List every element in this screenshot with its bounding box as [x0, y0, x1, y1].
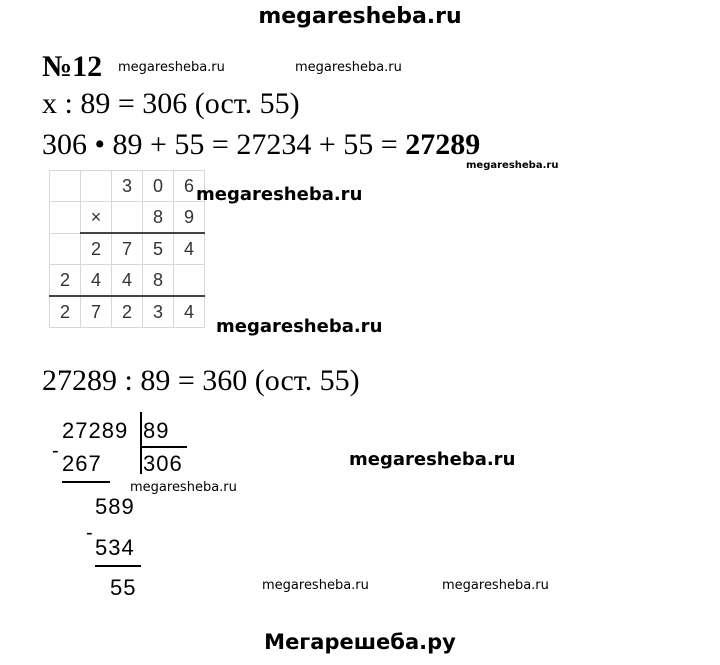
below-grid-watermark: megaresheba.ru: [216, 316, 383, 337]
grid-cell: 4: [81, 265, 112, 297]
equation-line: x : 89 = 306 (ост. 55): [42, 87, 300, 120]
grid-row-2: [50, 202, 205, 234]
division-watermark: megaresheba.ru: [349, 449, 516, 470]
minus-sign-2: -: [86, 522, 94, 544]
grid-cell: 0: [143, 171, 174, 202]
grid-row-3: [50, 233, 205, 265]
grid-cell: [50, 202, 81, 234]
grid-cell: [50, 233, 81, 265]
division-line-2: [95, 565, 141, 567]
grid-cell: 5: [143, 233, 174, 265]
division-subtrahend-2: 534: [95, 535, 135, 560]
inline-watermark-2: megaresheba.ru: [295, 60, 402, 75]
grid-cell: 2: [50, 265, 81, 297]
division-vertical-bar: [140, 412, 142, 474]
grid-cell: ×: [81, 202, 112, 234]
grid-cell: [174, 265, 205, 297]
grid-cell: 4: [174, 296, 205, 328]
grid-cell: 3: [143, 296, 174, 328]
division-partial-remainder: 589: [95, 494, 135, 519]
verify-line: 27289 : 89 = 360 (ост. 55): [42, 364, 360, 397]
grid-row-5: [50, 296, 205, 328]
grid-cell: 8: [143, 265, 174, 297]
division-quotient: 306: [143, 451, 183, 476]
grid-cell: 2: [112, 296, 143, 328]
footer-watermark: Мегарешеба.ру: [264, 630, 456, 654]
check-expression: 306 • 89 + 55 = 27234 + 55 =: [42, 128, 406, 161]
division-remainder: 55: [110, 575, 137, 600]
division-subtrahend-1: 267: [62, 451, 102, 476]
result-watermark: megaresheba.ru: [466, 160, 559, 171]
grid-watermark: megaresheba.ru: [196, 184, 363, 205]
grid-cell: 2: [81, 233, 112, 265]
grid-row-1: [50, 171, 205, 202]
grid-row-4: [50, 265, 205, 297]
grid-cell: 9: [174, 202, 205, 234]
grid-cell: [112, 202, 143, 234]
grid-cell: [50, 171, 81, 202]
division-divisor: 89: [143, 418, 170, 443]
grid-cell: [81, 171, 112, 202]
multiplication-grid: [49, 170, 205, 328]
check-result: 27289: [405, 128, 481, 161]
grid-cell: 3: [112, 171, 143, 202]
division-watermark-small: megaresheba.ru: [130, 480, 237, 495]
divisor-underline: [141, 446, 187, 448]
grid-cell: 7: [81, 296, 112, 328]
bottom-watermark-left: megaresheba.ru: [262, 578, 369, 593]
check-line: [42, 128, 480, 162]
grid-cell: 7: [112, 233, 143, 265]
grid-cell: 8: [143, 202, 174, 234]
grid-cell: 4: [174, 233, 205, 265]
grid-cell: 2: [50, 296, 81, 328]
inline-watermark-1: megaresheba.ru: [118, 60, 225, 75]
minus-sign-1: -: [52, 440, 60, 462]
division-line-1: [62, 481, 110, 483]
task-number: №12: [42, 50, 103, 83]
division-dividend: 27289: [62, 418, 129, 443]
grid-cell: 4: [112, 265, 143, 297]
header-watermark: megaresheba.ru: [258, 4, 462, 29]
grid-cell: 6: [174, 171, 205, 202]
bottom-watermark-right: megaresheba.ru: [442, 578, 549, 593]
